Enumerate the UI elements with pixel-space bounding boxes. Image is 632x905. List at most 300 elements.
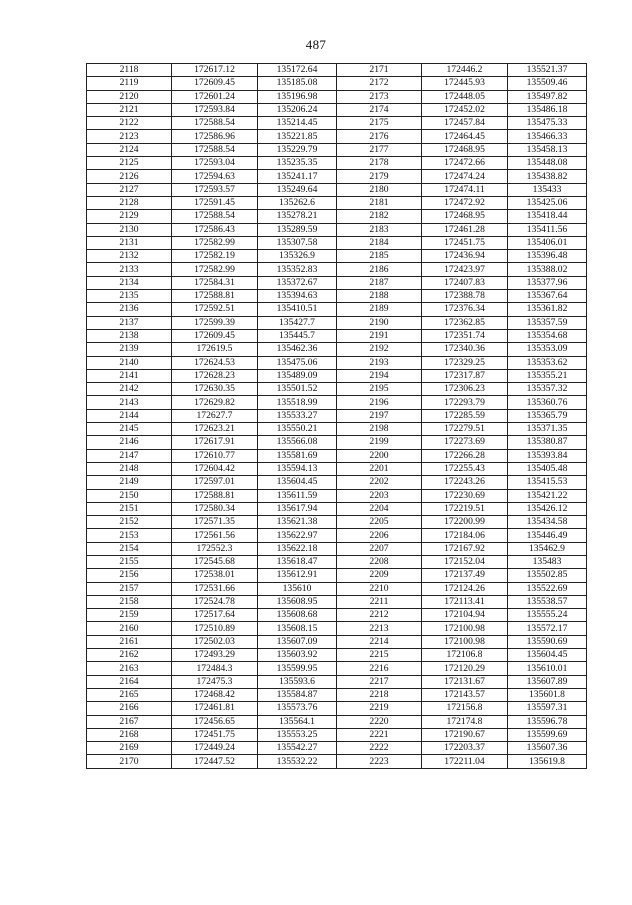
y-coordinate-right: 135497.82 bbox=[508, 90, 587, 103]
x-coordinate-right: 172137.49 bbox=[422, 569, 508, 582]
page-number: 487 bbox=[305, 37, 327, 52]
point-number-left: 2169 bbox=[87, 742, 172, 755]
point-number-left: 2147 bbox=[87, 449, 172, 462]
x-coordinate-left: 172629.82 bbox=[172, 396, 258, 409]
y-coordinate-left: 135604.45 bbox=[258, 476, 337, 489]
x-coordinate-left: 172593.04 bbox=[172, 157, 258, 170]
x-coordinate-right: 172100.98 bbox=[422, 635, 508, 648]
x-coordinate-left: 172545.68 bbox=[172, 555, 258, 568]
table-row bbox=[87, 90, 587, 103]
point-number-left: 2124 bbox=[87, 143, 172, 156]
x-coordinate-right: 172446.2 bbox=[422, 64, 508, 77]
y-coordinate-right: 135405.48 bbox=[508, 462, 587, 475]
point-number-right: 2175 bbox=[337, 117, 422, 130]
point-number-left: 2136 bbox=[87, 303, 172, 316]
y-coordinate-right: 135601.8 bbox=[508, 688, 587, 701]
y-coordinate-left: 135593.6 bbox=[258, 675, 337, 688]
y-coordinate-right: 135610.01 bbox=[508, 662, 587, 675]
point-number-right: 2197 bbox=[337, 409, 422, 422]
table-row bbox=[87, 635, 587, 648]
point-number-left: 2145 bbox=[87, 423, 172, 436]
y-coordinate-left: 135621.38 bbox=[258, 516, 337, 529]
x-coordinate-left: 172588.54 bbox=[172, 210, 258, 223]
y-coordinate-right: 135438.82 bbox=[508, 170, 587, 183]
y-coordinate-right: 135538.57 bbox=[508, 595, 587, 608]
y-coordinate-left: 135612.91 bbox=[258, 569, 337, 582]
table-row bbox=[87, 662, 587, 675]
x-coordinate-right: 172104.94 bbox=[422, 609, 508, 622]
x-coordinate-left: 172597.01 bbox=[172, 476, 258, 489]
point-number-left: 2131 bbox=[87, 236, 172, 249]
point-number-right: 2208 bbox=[337, 555, 422, 568]
x-coordinate-right: 172273.69 bbox=[422, 436, 508, 449]
y-coordinate-left: 135564.1 bbox=[258, 715, 337, 728]
y-coordinate-right: 135406.01 bbox=[508, 236, 587, 249]
y-coordinate-left: 135289.59 bbox=[258, 223, 337, 236]
table-row bbox=[87, 449, 587, 462]
x-coordinate-right: 172219.51 bbox=[422, 502, 508, 515]
y-coordinate-right: 135377.96 bbox=[508, 276, 587, 289]
x-coordinate-right: 172423.97 bbox=[422, 263, 508, 276]
x-coordinate-right: 172468.95 bbox=[422, 210, 508, 223]
table-row bbox=[87, 489, 587, 502]
y-coordinate-left: 135249.64 bbox=[258, 183, 337, 196]
point-number-right: 2185 bbox=[337, 250, 422, 263]
y-coordinate-right: 135555.24 bbox=[508, 609, 587, 622]
point-number-right: 2179 bbox=[337, 170, 422, 183]
x-coordinate-left: 172610.77 bbox=[172, 449, 258, 462]
table-row bbox=[87, 196, 587, 209]
x-coordinate-right: 172293.79 bbox=[422, 396, 508, 409]
x-coordinate-right: 172156.8 bbox=[422, 702, 508, 715]
x-coordinate-right: 172113.41 bbox=[422, 595, 508, 608]
point-number-left: 2135 bbox=[87, 290, 172, 303]
point-number-left: 2158 bbox=[87, 595, 172, 608]
point-number-right: 2191 bbox=[337, 329, 422, 342]
point-number-left: 2170 bbox=[87, 755, 172, 768]
y-coordinate-right: 135354.68 bbox=[508, 329, 587, 342]
y-coordinate-left: 135221.85 bbox=[258, 130, 337, 143]
point-number-right: 2220 bbox=[337, 715, 422, 728]
point-number-left: 2143 bbox=[87, 396, 172, 409]
table-row bbox=[87, 117, 587, 130]
y-coordinate-right: 135421.22 bbox=[508, 489, 587, 502]
y-coordinate-right: 135380.87 bbox=[508, 436, 587, 449]
table-row bbox=[87, 502, 587, 515]
y-coordinate-right: 135355.21 bbox=[508, 369, 587, 382]
point-number-right: 2215 bbox=[337, 649, 422, 662]
x-coordinate-right: 172190.67 bbox=[422, 728, 508, 741]
y-coordinate-left: 135610 bbox=[258, 582, 337, 595]
y-coordinate-left: 135229.79 bbox=[258, 143, 337, 156]
table-row bbox=[87, 609, 587, 622]
point-number-right: 2200 bbox=[337, 449, 422, 462]
point-number-left: 2163 bbox=[87, 662, 172, 675]
table-row bbox=[87, 516, 587, 529]
x-coordinate-right: 172329.25 bbox=[422, 356, 508, 369]
x-coordinate-left: 172591.45 bbox=[172, 196, 258, 209]
x-coordinate-left: 172628.23 bbox=[172, 369, 258, 382]
x-coordinate-left: 172627.7 bbox=[172, 409, 258, 422]
point-number-left: 2140 bbox=[87, 356, 172, 369]
y-coordinate-left: 135618.47 bbox=[258, 555, 337, 568]
y-coordinate-left: 135594.13 bbox=[258, 462, 337, 475]
y-coordinate-right: 135596.78 bbox=[508, 715, 587, 728]
x-coordinate-left: 172619.5 bbox=[172, 343, 258, 356]
point-number-right: 2184 bbox=[337, 236, 422, 249]
y-coordinate-left: 135501.52 bbox=[258, 383, 337, 396]
x-coordinate-left: 172493.29 bbox=[172, 649, 258, 662]
y-coordinate-left: 135278.21 bbox=[258, 210, 337, 223]
x-coordinate-right: 172243.26 bbox=[422, 476, 508, 489]
y-coordinate-right: 135475.33 bbox=[508, 117, 587, 130]
point-number-right: 2198 bbox=[337, 423, 422, 436]
y-coordinate-left: 135352.83 bbox=[258, 263, 337, 276]
y-coordinate-left: 135427.7 bbox=[258, 316, 337, 329]
x-coordinate-right: 172230.69 bbox=[422, 489, 508, 502]
point-number-left: 2138 bbox=[87, 329, 172, 342]
point-number-left: 2160 bbox=[87, 622, 172, 635]
point-number-right: 2174 bbox=[337, 103, 422, 116]
x-coordinate-left: 172630.35 bbox=[172, 383, 258, 396]
point-number-right: 2218 bbox=[337, 688, 422, 701]
y-coordinate-right: 135393.84 bbox=[508, 449, 587, 462]
x-coordinate-left: 172582.99 bbox=[172, 236, 258, 249]
point-number-right: 2181 bbox=[337, 196, 422, 209]
table-row bbox=[87, 236, 587, 249]
table-row bbox=[87, 303, 587, 316]
point-number-right: 2223 bbox=[337, 755, 422, 768]
point-number-right: 2171 bbox=[337, 64, 422, 77]
table-row bbox=[87, 462, 587, 475]
y-coordinate-left: 135394.63 bbox=[258, 290, 337, 303]
point-number-right: 2193 bbox=[337, 356, 422, 369]
x-coordinate-right: 172388.78 bbox=[422, 290, 508, 303]
x-coordinate-right: 172211.04 bbox=[422, 755, 508, 768]
x-coordinate-right: 172306.23 bbox=[422, 383, 508, 396]
y-coordinate-right: 135466.33 bbox=[508, 130, 587, 143]
x-coordinate-left: 172586.43 bbox=[172, 223, 258, 236]
x-coordinate-left: 172588.54 bbox=[172, 117, 258, 130]
point-number-right: 2183 bbox=[337, 223, 422, 236]
coordinates-table bbox=[86, 63, 587, 769]
y-coordinate-right: 135365.79 bbox=[508, 409, 587, 422]
point-number-right: 2186 bbox=[337, 263, 422, 276]
x-coordinate-right: 172152.04 bbox=[422, 555, 508, 568]
point-number-right: 2196 bbox=[337, 396, 422, 409]
y-coordinate-right: 135415.53 bbox=[508, 476, 587, 489]
point-number-left: 2133 bbox=[87, 263, 172, 276]
point-number-right: 2203 bbox=[337, 489, 422, 502]
x-coordinate-left: 172593.57 bbox=[172, 183, 258, 196]
point-number-left: 2130 bbox=[87, 223, 172, 236]
y-coordinate-left: 135581.69 bbox=[258, 449, 337, 462]
x-coordinate-left: 172456.65 bbox=[172, 715, 258, 728]
x-coordinate-right: 172468.95 bbox=[422, 143, 508, 156]
x-coordinate-right: 172436.94 bbox=[422, 250, 508, 263]
x-coordinate-left: 172582.19 bbox=[172, 250, 258, 263]
x-coordinate-right: 172200.99 bbox=[422, 516, 508, 529]
x-coordinate-right: 172351.74 bbox=[422, 329, 508, 342]
point-number-left: 2128 bbox=[87, 196, 172, 209]
x-coordinate-right: 172457.84 bbox=[422, 117, 508, 130]
x-coordinate-right: 172106.8 bbox=[422, 649, 508, 662]
table-row bbox=[87, 396, 587, 409]
point-number-right: 2207 bbox=[337, 542, 422, 555]
y-coordinate-left: 135608.95 bbox=[258, 595, 337, 608]
point-number-left: 2144 bbox=[87, 409, 172, 422]
x-coordinate-right: 172362.85 bbox=[422, 316, 508, 329]
point-number-right: 2177 bbox=[337, 143, 422, 156]
point-number-left: 2121 bbox=[87, 103, 172, 116]
x-coordinate-right: 172451.75 bbox=[422, 236, 508, 249]
x-coordinate-left: 172524.78 bbox=[172, 595, 258, 608]
x-coordinate-left: 172582.99 bbox=[172, 263, 258, 276]
x-coordinate-left: 172609.45 bbox=[172, 329, 258, 342]
x-coordinate-right: 172120.29 bbox=[422, 662, 508, 675]
x-coordinate-left: 172484.3 bbox=[172, 662, 258, 675]
x-coordinate-left: 172617.12 bbox=[172, 64, 258, 77]
y-coordinate-left: 135206.24 bbox=[258, 103, 337, 116]
table-row bbox=[87, 569, 587, 582]
table-row bbox=[87, 742, 587, 755]
y-coordinate-right: 135590.69 bbox=[508, 635, 587, 648]
y-coordinate-left: 135584.87 bbox=[258, 688, 337, 701]
y-coordinate-left: 135445.7 bbox=[258, 329, 337, 342]
y-coordinate-right: 135353.09 bbox=[508, 343, 587, 356]
point-number-right: 2221 bbox=[337, 728, 422, 741]
y-coordinate-left: 135196.98 bbox=[258, 90, 337, 103]
table-row bbox=[87, 555, 587, 568]
y-coordinate-right: 135607.89 bbox=[508, 675, 587, 688]
point-number-left: 2164 bbox=[87, 675, 172, 688]
table-row bbox=[87, 356, 587, 369]
y-coordinate-left: 135410.51 bbox=[258, 303, 337, 316]
x-coordinate-right: 172407.83 bbox=[422, 276, 508, 289]
y-coordinate-left: 135603.92 bbox=[258, 649, 337, 662]
point-number-right: 2213 bbox=[337, 622, 422, 635]
y-coordinate-left: 135532.22 bbox=[258, 755, 337, 768]
y-coordinate-right: 135486.18 bbox=[508, 103, 587, 116]
point-number-right: 2222 bbox=[337, 742, 422, 755]
y-coordinate-right: 135607.36 bbox=[508, 742, 587, 755]
y-coordinate-right: 135434.58 bbox=[508, 516, 587, 529]
table-row bbox=[87, 170, 587, 183]
y-coordinate-left: 135214.45 bbox=[258, 117, 337, 130]
point-number-right: 2192 bbox=[337, 343, 422, 356]
y-coordinate-right: 135433 bbox=[508, 183, 587, 196]
table-row bbox=[87, 130, 587, 143]
point-number-left: 2155 bbox=[87, 555, 172, 568]
point-number-left: 2152 bbox=[87, 516, 172, 529]
point-number-left: 2123 bbox=[87, 130, 172, 143]
y-coordinate-left: 135518.99 bbox=[258, 396, 337, 409]
table-row bbox=[87, 702, 587, 715]
x-coordinate-left: 172601.24 bbox=[172, 90, 258, 103]
y-coordinate-left: 135489.09 bbox=[258, 369, 337, 382]
point-number-right: 2212 bbox=[337, 609, 422, 622]
table-row bbox=[87, 755, 587, 768]
x-coordinate-right: 172174.8 bbox=[422, 715, 508, 728]
table-row bbox=[87, 582, 587, 595]
y-coordinate-left: 135566.08 bbox=[258, 436, 337, 449]
table-row bbox=[87, 157, 587, 170]
y-coordinate-left: 135607.09 bbox=[258, 635, 337, 648]
x-coordinate-left: 172586.96 bbox=[172, 130, 258, 143]
table-row bbox=[87, 383, 587, 396]
table-row bbox=[87, 423, 587, 436]
y-coordinate-right: 135426.12 bbox=[508, 502, 587, 515]
point-number-right: 2219 bbox=[337, 702, 422, 715]
x-coordinate-left: 172588.81 bbox=[172, 290, 258, 303]
point-number-right: 2217 bbox=[337, 675, 422, 688]
point-number-right: 2204 bbox=[337, 502, 422, 515]
table-row bbox=[87, 476, 587, 489]
y-coordinate-left: 135608.68 bbox=[258, 609, 337, 622]
point-number-left: 2129 bbox=[87, 210, 172, 223]
point-number-left: 2167 bbox=[87, 715, 172, 728]
x-coordinate-right: 172445.93 bbox=[422, 77, 508, 90]
point-number-left: 2156 bbox=[87, 569, 172, 582]
table-row bbox=[87, 77, 587, 90]
y-coordinate-left: 135608.15 bbox=[258, 622, 337, 635]
y-coordinate-left: 135326.9 bbox=[258, 250, 337, 263]
point-number-left: 2120 bbox=[87, 90, 172, 103]
point-number-right: 2216 bbox=[337, 662, 422, 675]
point-number-left: 2165 bbox=[87, 688, 172, 701]
y-coordinate-right: 135448.08 bbox=[508, 157, 587, 170]
y-coordinate-right: 135411.56 bbox=[508, 223, 587, 236]
y-coordinate-left: 135611.59 bbox=[258, 489, 337, 502]
y-coordinate-right: 135357.32 bbox=[508, 383, 587, 396]
x-coordinate-left: 172594.63 bbox=[172, 170, 258, 183]
y-coordinate-left: 135262.6 bbox=[258, 196, 337, 209]
x-coordinate-left: 172588.54 bbox=[172, 143, 258, 156]
point-number-left: 2122 bbox=[87, 117, 172, 130]
y-coordinate-left: 135307.58 bbox=[258, 236, 337, 249]
point-number-right: 2211 bbox=[337, 595, 422, 608]
y-coordinate-left: 135372.67 bbox=[258, 276, 337, 289]
point-number-left: 2132 bbox=[87, 250, 172, 263]
x-coordinate-left: 172552.3 bbox=[172, 542, 258, 555]
point-number-right: 2180 bbox=[337, 183, 422, 196]
point-number-right: 2209 bbox=[337, 569, 422, 582]
table-row bbox=[87, 728, 587, 741]
x-coordinate-right: 172472.92 bbox=[422, 196, 508, 209]
x-coordinate-left: 172531.66 bbox=[172, 582, 258, 595]
table-row bbox=[87, 542, 587, 555]
point-number-left: 2166 bbox=[87, 702, 172, 715]
table-row bbox=[87, 649, 587, 662]
x-coordinate-right: 172100.98 bbox=[422, 622, 508, 635]
table-row bbox=[87, 369, 587, 382]
y-coordinate-left: 135235.35 bbox=[258, 157, 337, 170]
point-number-left: 2134 bbox=[87, 276, 172, 289]
point-number-right: 2172 bbox=[337, 77, 422, 90]
x-coordinate-left: 172623.21 bbox=[172, 423, 258, 436]
table-row bbox=[87, 263, 587, 276]
point-number-right: 2205 bbox=[337, 516, 422, 529]
y-coordinate-right: 135604.45 bbox=[508, 649, 587, 662]
table-row bbox=[87, 436, 587, 449]
y-coordinate-right: 135418.44 bbox=[508, 210, 587, 223]
x-coordinate-right: 172143.57 bbox=[422, 688, 508, 701]
table-row bbox=[87, 290, 587, 303]
point-number-right: 2182 bbox=[337, 210, 422, 223]
y-coordinate-right: 135367.64 bbox=[508, 290, 587, 303]
y-coordinate-right: 135619.8 bbox=[508, 755, 587, 768]
x-coordinate-right: 172461.28 bbox=[422, 223, 508, 236]
point-number-right: 2178 bbox=[337, 157, 422, 170]
y-coordinate-left: 135533.27 bbox=[258, 409, 337, 422]
x-coordinate-right: 172184.06 bbox=[422, 529, 508, 542]
y-coordinate-left: 135622.97 bbox=[258, 529, 337, 542]
x-coordinate-left: 172617.91 bbox=[172, 436, 258, 449]
point-number-left: 2161 bbox=[87, 635, 172, 648]
y-coordinate-right: 135446.49 bbox=[508, 529, 587, 542]
x-coordinate-right: 172279.51 bbox=[422, 423, 508, 436]
point-number-right: 2173 bbox=[337, 90, 422, 103]
point-number-left: 2141 bbox=[87, 369, 172, 382]
table-row bbox=[87, 223, 587, 236]
y-coordinate-left: 135241.17 bbox=[258, 170, 337, 183]
point-number-right: 2206 bbox=[337, 529, 422, 542]
x-coordinate-left: 172561.56 bbox=[172, 529, 258, 542]
y-coordinate-left: 135573.76 bbox=[258, 702, 337, 715]
y-coordinate-right: 135396.48 bbox=[508, 250, 587, 263]
x-coordinate-left: 172475.3 bbox=[172, 675, 258, 688]
table-row bbox=[87, 64, 587, 77]
x-coordinate-right: 172452.02 bbox=[422, 103, 508, 116]
point-number-left: 2142 bbox=[87, 383, 172, 396]
point-number-left: 2119 bbox=[87, 77, 172, 90]
y-coordinate-right: 135483 bbox=[508, 555, 587, 568]
y-coordinate-left: 135550.21 bbox=[258, 423, 337, 436]
x-coordinate-left: 172517.64 bbox=[172, 609, 258, 622]
y-coordinate-right: 135502.85 bbox=[508, 569, 587, 582]
y-coordinate-right: 135521.37 bbox=[508, 64, 587, 77]
y-coordinate-right: 135462.9 bbox=[508, 542, 587, 555]
x-coordinate-left: 172510.89 bbox=[172, 622, 258, 635]
y-coordinate-left: 135622.18 bbox=[258, 542, 337, 555]
x-coordinate-right: 172474.11 bbox=[422, 183, 508, 196]
coordinates-table-body bbox=[87, 64, 587, 769]
x-coordinate-left: 172468.42 bbox=[172, 688, 258, 701]
y-coordinate-left: 135617.94 bbox=[258, 502, 337, 515]
x-coordinate-right: 172131.67 bbox=[422, 675, 508, 688]
y-coordinate-right: 135572.17 bbox=[508, 622, 587, 635]
point-number-right: 2190 bbox=[337, 316, 422, 329]
point-number-right: 2195 bbox=[337, 383, 422, 396]
x-coordinate-left: 172609.45 bbox=[172, 77, 258, 90]
y-coordinate-right: 135509.46 bbox=[508, 77, 587, 90]
table-row bbox=[87, 595, 587, 608]
y-coordinate-left: 135185.08 bbox=[258, 77, 337, 90]
point-number-left: 2126 bbox=[87, 170, 172, 183]
x-coordinate-right: 172285.59 bbox=[422, 409, 508, 422]
point-number-left: 2118 bbox=[87, 64, 172, 77]
x-coordinate-left: 172447.52 bbox=[172, 755, 258, 768]
point-number-left: 2151 bbox=[87, 502, 172, 515]
point-number-left: 2150 bbox=[87, 489, 172, 502]
point-number-right: 2202 bbox=[337, 476, 422, 489]
table-row bbox=[87, 529, 587, 542]
table-row bbox=[87, 715, 587, 728]
point-number-left: 2149 bbox=[87, 476, 172, 489]
x-coordinate-right: 172448.05 bbox=[422, 90, 508, 103]
point-number-left: 2154 bbox=[87, 542, 172, 555]
x-coordinate-left: 172580.34 bbox=[172, 502, 258, 515]
